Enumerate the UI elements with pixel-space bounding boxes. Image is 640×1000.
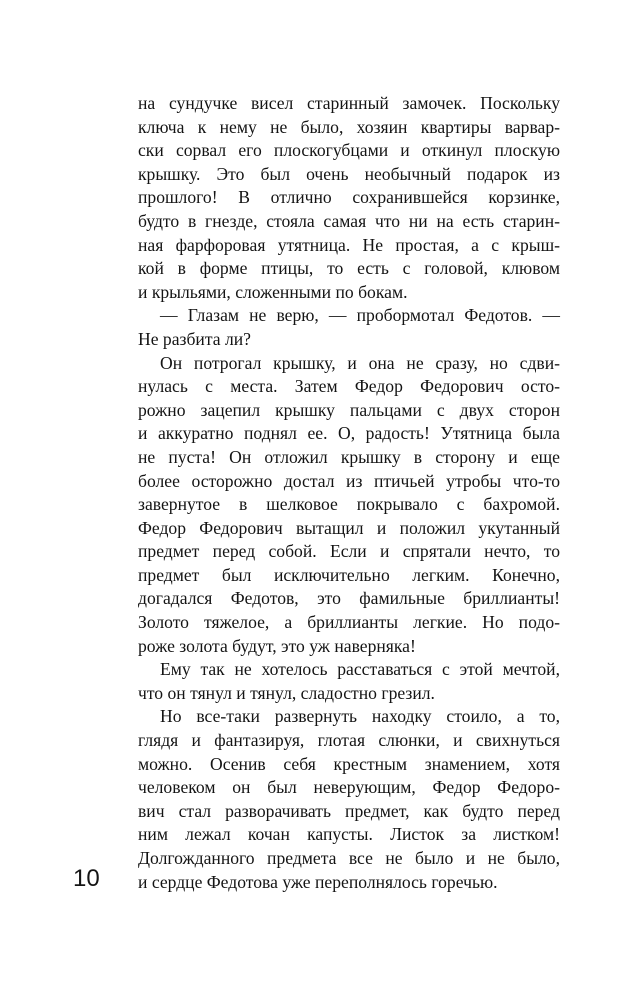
text-line: Ему так не хотелось расставаться с этой мечтой, <box>160 659 560 680</box>
text-line: прошлого! В отлично сохранившейся корзинке, <box>138 187 560 208</box>
text-line: предмет перед собой. Если и спрятали нечто, то <box>138 541 560 562</box>
text-line: Долгожданного предмета все не было и не было, <box>138 848 560 868</box>
text-line: человеком он был неверующим, Федор Федоро- <box>138 777 560 798</box>
text-line: и аккуратно поднял ее. О, радость! Утятница была <box>138 423 560 444</box>
text-line: кой в форме птицы, то есть с головой, клювом <box>138 258 560 279</box>
text-line: что он тянул и тянул, сладостно грезил. <box>138 682 435 703</box>
text-line: крышку. Это был очень необычный подарок из <box>138 163 560 184</box>
text-line: предмет был исключительно легким. Конечно, <box>138 564 560 585</box>
text-line: более осторожно достал из птичьей утробы что-то <box>138 470 560 491</box>
text-line: на сундучке висел старинный замочек. Поскольку <box>138 93 560 113</box>
text-line: глядя и фантазируя, глотая слюнки, и свихнуться <box>138 730 560 751</box>
text-line: Не разбита ли? <box>138 328 251 349</box>
text-line: ключа к нему не было, хозяин квартиры варвар- <box>138 116 560 137</box>
text-line: ним лежал кочан капусты. Листок за листком! <box>138 824 560 845</box>
text-line: ная фарфоровая утятница. Не простая, а с крыш- <box>138 234 560 255</box>
text-line: не пуста! Он отложил крышку в сторону и еще <box>138 446 560 467</box>
page-number: 10 <box>73 865 100 892</box>
body-text <box>138 92 560 894</box>
text-line: завернутое в шелковое покрывало с бахромой. <box>138 494 560 515</box>
text-line: Он потрогал крышку, и она не сразу, но сдви- <box>160 352 560 373</box>
text-line: Но все-таки развернуть находку стоило, а то, <box>160 706 560 727</box>
text-line: вич стал разворачивать предмет, как будто перед <box>138 800 560 821</box>
text-line: можно. Осенив себя крестным знамением, хотя <box>138 753 560 774</box>
text-line: нулась с места. Затем Федор Федорович осто- <box>138 376 560 397</box>
text-line: догадался Федотов, это фамильные бриллианты! <box>138 588 560 609</box>
text-line: рожно зацепил крышку пальцами с двух сторон <box>138 399 560 420</box>
text-line: Федор Федорович вытащил и положил укутанный <box>138 517 560 538</box>
text-line: Золото тяжелое, а бриллианты легкие. Но подо- <box>138 612 560 633</box>
text-line: будто в гнезде, стояла самая что ни на есть старин- <box>138 210 560 231</box>
text-line: и крыльями, сложенными по бокам. <box>138 281 408 302</box>
text-line: и сердце Федотова уже переполнялось горечью. <box>138 871 498 892</box>
text-line: ски сорвал его плоскогубцами и откинул плоскую <box>138 140 560 161</box>
text-line: — Глазам не верю, — пробормотал Федотов. — <box>160 305 560 326</box>
text-line: роже золота будут, это уж наверняка! <box>138 635 416 656</box>
